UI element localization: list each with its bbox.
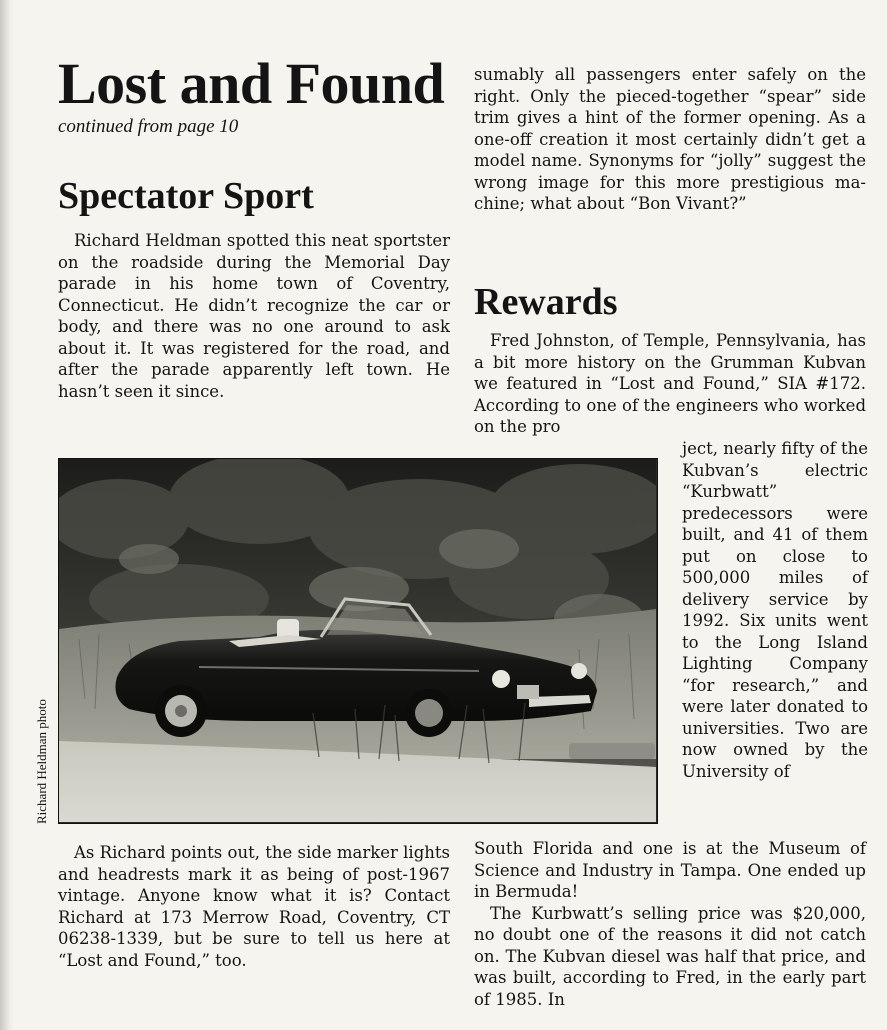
- photo-credit: Richard Heldman photo: [34, 699, 49, 824]
- continued-note: continued from page 10: [58, 116, 239, 137]
- rewards-p1-start: Fred Johnston, of Temple, Pennsylvania, has a bit more history on the Grumman Kubvan we featured in “Lost and Found,” SIA #172. According to one of the engineers who worked on the pro: [474, 331, 866, 436]
- rewards-p1-end: South Florida and one is at the Museum of Science and Industry in Tampa. One ended up in Bermuda!: [474, 839, 866, 901]
- page-headline: Lost and Found: [58, 51, 445, 116]
- continued-paragraph: sumably all passengers enter safely on the right. Only the pieced-together “spear” side trim gives a hint of the former opening. As a one-off creation it most certainly didn’t get a model name. Synonyms for “jolly” suggest the wrong image for this more prestigious machine; what about “Bon Vivant?”: [474, 65, 866, 213]
- car-photo: [58, 458, 658, 824]
- page-edge-shadow: [0, 0, 14, 1030]
- rewards-p2: The Kurbwatt’s selling price was $20,000, no doubt one of the reasons it did not catch on. The Kubvan diesel was half that price, and was built, according to Fred, in the early part of 1985. In: [474, 903, 866, 1009]
- rewards-paragraph-1-wide: [474, 330, 866, 438]
- car-photo-illustration: [59, 459, 656, 822]
- section-title-rewards: Rewards: [474, 281, 618, 323]
- section-title-spectator-sport: Spectator Sport: [58, 175, 314, 217]
- rewards-p1-narrow: ject, nearly fifty of the Kubvan’s electric “Kurbwatt” predecessors were built, and 41 of them put on close to 500,000 miles of delivery service by 1992. Six units went to the Long Island Lighting Company “for research,” and were later donated to universities. Two are now owned by the University of: [682, 439, 868, 781]
- rewards-narrow-column: [682, 438, 868, 782]
- column-two-top: [474, 64, 866, 215]
- spectator-sport-intro: [58, 230, 450, 402]
- intro-paragraph: Richard Heldman spotted this neat sportster on the roadside during the Memorial Day parade in his home town of Coventry, Connecticut. He didn’t recognize the car or body, and there was no one around to ask about it. It was registered for the road, and after the parade apparently left town. He hasn’t seen it since.: [58, 231, 450, 401]
- outro-paragraph: As Richard points out, the side marker lights and headrests mark it as being of post-1967 vintage. Anyone know what it is? Contact Richard at 173 Merrow Road, Coventry, CT 06238-1339, but be sure to tell us here at “Lost and Found,” too.: [58, 843, 450, 970]
- spectator-sport-outro: [58, 842, 450, 971]
- rewards-bottom: [474, 838, 866, 1010]
